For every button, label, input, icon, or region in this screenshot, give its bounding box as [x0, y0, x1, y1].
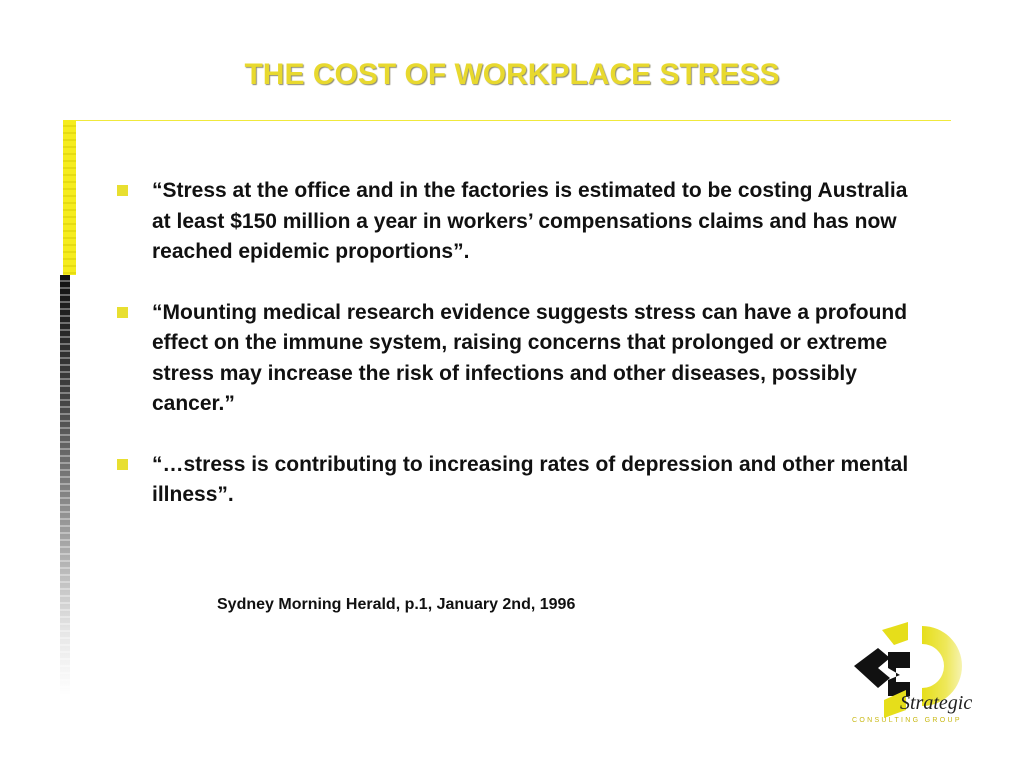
bullet-list: [115, 176, 915, 541]
logo-subtitle: CONSULTING GROUP: [852, 717, 962, 724]
slide-title: THE COST OF WORKPLACE STRESS: [244, 58, 780, 91]
bullet-item-1: [115, 176, 915, 268]
square-bullet-icon: [117, 185, 128, 196]
left-accent-bar-gradient: [60, 275, 70, 695]
bullet-text: “Stress at the office and in the factories is estimated to be costing Australia at least $150 million a year in workers’ compensations claims and has now reached epidemic proportions”.: [152, 179, 908, 263]
source-citation: Sydney Morning Herald, p.1, January 2nd, 1996: [217, 596, 576, 613]
title-divider: [75, 120, 951, 121]
bullet-item-2: [115, 298, 915, 420]
square-bullet-icon: [117, 307, 128, 318]
strategic-logo-icon: [848, 618, 988, 733]
bullet-text: “…stress is contributing to increasing rates of depression and other mental illness”.: [152, 452, 909, 506]
bullet-item-3: [115, 450, 915, 511]
logo-yellow-chevron: [882, 622, 908, 645]
bullet-text: “Mounting medical research evidence suggests stress can have a profound effect on the immune system, raising concerns that prolonged or extreme stress may increase the risk of infections and other diseases, possibly cancer.”: [152, 300, 908, 415]
logo-black-block: [888, 652, 910, 696]
logo-black-arrow: [854, 648, 890, 688]
left-accent-bar-yellow: [63, 120, 76, 275]
square-bullet-icon: [117, 459, 128, 470]
logo-wordmark: Strategic: [900, 692, 973, 714]
